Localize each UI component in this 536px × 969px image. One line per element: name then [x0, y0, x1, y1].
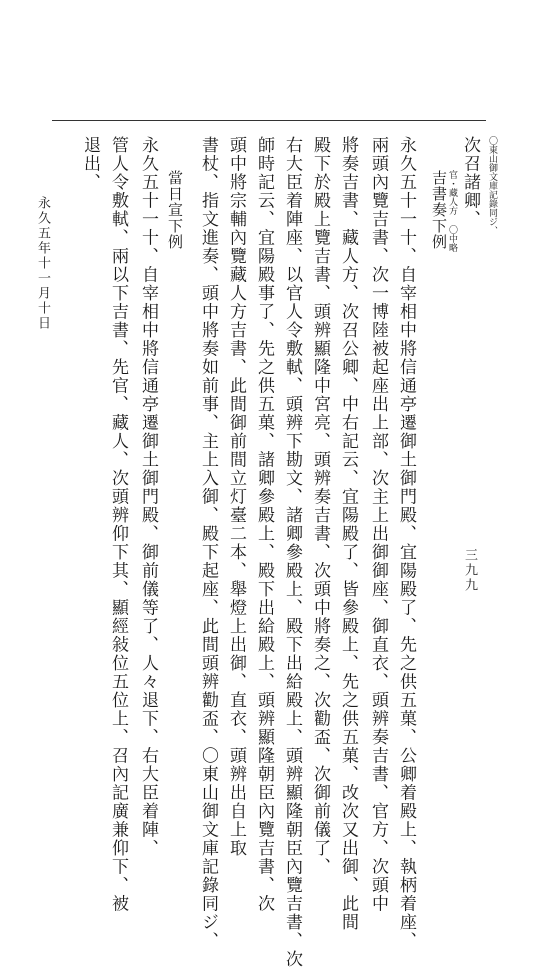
text-column-6: 兩頭內覽吉書、次一博陸被起座出上部、次主上出御御座、御直衣、頭辨奏吉書、官方、次頭中	[368, 136, 388, 913]
text-column-12: 書杖、指文進奏、頭中將奏如前事、主上入御、殿下起座、此間頭辨勸盃、〇東山御文庫記錄同ジ、	[198, 136, 218, 950]
text-column-16: 退出、	[80, 136, 100, 192]
text-column-15: 管人令敷軾、兩以下吉書、先官、藏人、次頭辨仰下其、顯經敍位五位上、召內記廣兼仰下、被	[108, 136, 128, 913]
header-rule	[52, 120, 486, 121]
text-column-3: 吉書奏下例	[430, 170, 448, 250]
text-column-7: 將奏吉書、藏人方、次召公卿、中右記云、宜陽殿了、皆參殿上、先之供五菓、改次又出御、此間	[338, 136, 358, 932]
text-column-9: 右大臣着陣座、以官人令敷軾、頭辨下勘文、諸卿參殿上、殿下出給殿上、頭辨顯隆朝臣內覽吉書、次	[282, 136, 302, 969]
text-column-2: 〇東山御文庫記錄同ジ、	[487, 136, 497, 235]
text-column-8: 殿下於殿上覽吉書、頭辨顯隆中宮亮、頭辨奏吉書、次頭中將奏之、次勸盃、次御前儀了、	[310, 136, 330, 876]
text-column-1: 次召諸卿、	[460, 136, 480, 229]
running-date: 永久五年十一月十日	[35, 196, 50, 331]
text-column-11: 頭中將宗輔內覽藏人方吉書、此間御前間立灯臺二本、舉燈上出御、直衣、頭辨出自上取	[226, 136, 246, 858]
text-column-4: 官・藏人方 〇中略	[447, 170, 457, 252]
text-column-13: 當日宣下例	[166, 170, 184, 250]
text-column-14: 永久五十一十、自宰相中將信通亭遷御土御門殿、御前儀等了、人々退下、右大臣着陣、	[138, 136, 158, 858]
text-column-5: 永久五十一十、自宰相中將信通亭遷御土御門殿、宜陽殿了、先之供五菓、公卿着殿上、執柄着座、	[396, 136, 416, 950]
page-number: 三九九	[462, 548, 477, 593]
text-column-10: 師時記云、宜陽殿事了、先之供五菓、諸卿參殿上、殿下出給殿上、頭辨顯隆朝臣內覽吉書、次	[254, 136, 274, 913]
